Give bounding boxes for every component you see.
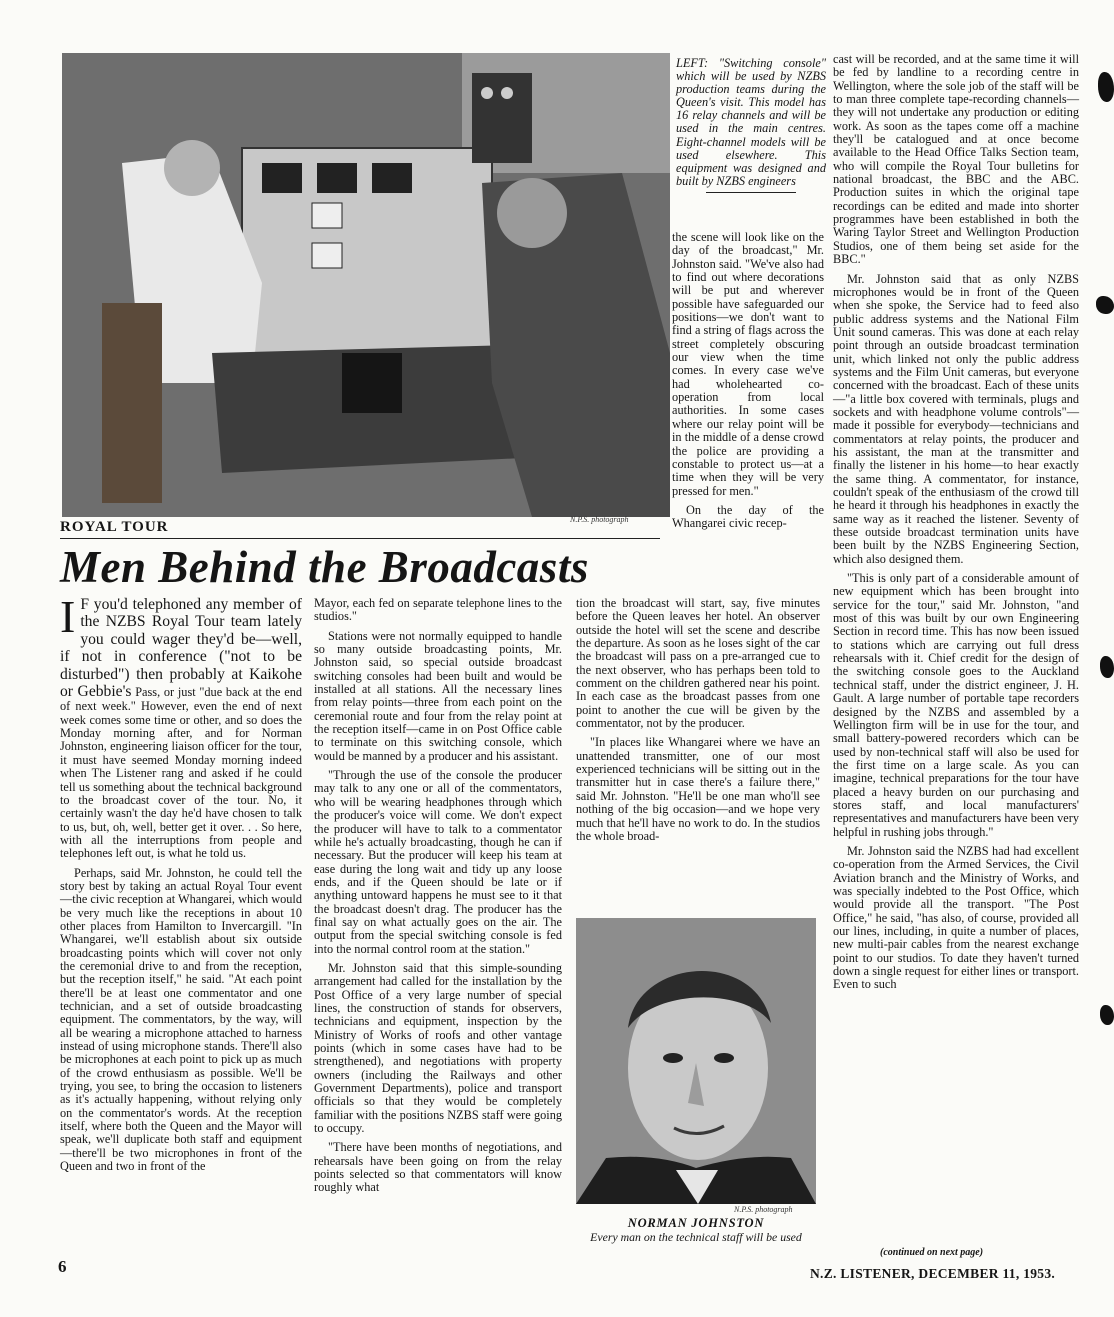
paragraph: Perhaps, said Mr. Johnston, he could tell the story best by taking an actual Royal Tour event—the civic reception at Whangarei, which would be very much like the receptions in about 10 other places from Hamilton to Invercargill. "In Whangarei, we'll establish about six outside broadcasting points which will cover not only the ceremonial drive to and from the reception, but the reception itself," he said. "At each point there'll be at least one commentator and one technician, and a set of outside broadcasting equipment. The commentators, by the way, will all be wearing a microphone attached to harness instead of using microphone stands. There'll also be microphones at each point to pick up as much of the crowd enthusiasm as possible. We'll be trying, you see, to bring the occasion to listeners as it's actually happening, without relying only on the commentator's words. At the reception itself, where both the Queen and the Mayor will speak, we'll duplicate both staff and equipment—there'll be two microphones in front of the Queen and two in front of the [60, 865, 302, 1174]
portrait-photo [576, 918, 816, 1204]
page-number: 6 [58, 1257, 67, 1276]
paragraph: Mr. Johnston said that this simple-sounding arrangement had called for the installation by the Post Office of a very large number of special lines, the construction of stands for observers, technicians and equipment, inspection by the Ministry of Works of roofs and other vantage points (which in some cases have had to be strengthened), and negotiations with property owners (including the Railways and other Government Departments), police and transport officials so that they would be completely familiar with the positions NZBS staff were going to occupy. [314, 960, 562, 1136]
caption-divider [706, 192, 796, 193]
section-kicker: ROYAL TOUR [60, 519, 169, 535]
drop-cap: I [60, 591, 76, 642]
paragraph: Mr. Johnston said that as only NZBS microphones would be in front of the Queen when she spoke, the Service had to feed also public address systems and the National Film Unit sound cameras. This was done at each relay point through an outside broadcast termination unit, which linked not only the public address systems and the Film Unit cameras, but everyone concerned with the broadcast. Each of these units—"a little box covered with terminals, plugs and sockets and with headphone volume controls"—made it possible for everybody—technicians and commentators at relay points, the producer and his assistant, the man at the transmitter and finally the listener in his home—to hear exactly the same thing. A commentator, for instance, couldn't speak of the enthusiasm of the crowd till he heard it through his headphones in exactly the same way as it reached the listener. Seventy of these outside broadcast termination units have been built by the NZBS Engineering Section, which also designed them. [833, 271, 1079, 566]
scan-mark [1096, 296, 1114, 314]
portrait-caption [576, 1216, 816, 1244]
paragraph: Stations were not normally equipped to handle so many outside broadcasting points, Mr. Johnston said, so special outside broadcast switching consoles had been built and would be installed at all stations. All the necessary lines from relay points—three from each point on the ceremonial route and four from the relay point at the reception itself—came in on Post Office cable to terminate on this switching console, which would be manned by a producer and his assistant. [314, 628, 562, 763]
paragraph: cast will be recorded, and at the same time it will be fed by landline to a recording centre in Wellington, where the sole job of the staff will be to man three complete tape-recording channels—they will not undertake any production or editing work. As soon as the tapes come off a machine they'll be catalogued and at once become available to the Head Office Talks Section team, who will compile the Royal Tour bulletins for national broadcast, the BBC and the ABC. Production suites in which the original tape recordings can be edited and made into shorter programmes have been established in both the Waring Taylor Street and Wellington Production Studios, one of them being set aside for the BBC." [833, 52, 1079, 267]
paragraph: Pass, or just "due back at the end of next week." However, even the end of next week comes some time or other, and so does the Monday morning after, and for Norman Johnston, engineering liaison officer for the tour, it must have seemed Monday morning indeed when The Listener rang and asked if he could tell us something about the technical background to the broadcast cover of the tour. No, it certainly wasn't the day he'd have chosen to talk to us, but, oh, well, better get it over. . . So here, with all the interruptions from people and telephones left out, is what he told us. [60, 685, 302, 861]
paragraph: On the day of the Whangarei civic recep- [672, 502, 824, 531]
continued-note: (continued on next page) [880, 1247, 984, 1258]
paragraph: "Through the use of the console the producer may talk to any one or all of the commentators, who will be wearing headphones through which the producer's voice will come. We don't expect the producer will have to talk to a commentator while he's actually broadcasting, though he can if necessary. But the producer will keep his team at ease during the long wait and tidy up any loose ends, and if the Queen should be late or if anything untoward happens he must see to it that the broadcast doesn't drag. The producer has the final say on what actually goes on the air. The output from the special switching console is fed into the normal control room at the station." [314, 768, 562, 956]
photo-caption [676, 57, 826, 193]
article-column-3-top [672, 231, 824, 537]
portrait-illustration [576, 918, 816, 1204]
switching-console-photo [62, 53, 670, 517]
kicker-divider [60, 538, 660, 539]
article-headline: Men Behind the Broadcasts [60, 542, 589, 592]
photo-caption-text: LEFT: "Switching console" which will be used by NZBS production teams during the Queen's visit. This model has 16 relay channels and will be used in the main centres. Eight-channel models will be used elsewhere. This equipment was designed and built by NZBS engineers [676, 56, 826, 188]
publication-footer: N.Z. LISTENER, DECEMBER 11, 1953. [810, 1266, 1056, 1281]
lead-paragraph: F you'd telephoned any member of the NZBS Royal Tour team lately you could wager they'd be—well, if not in conference ("not to be disturbed") then probably at Kaikohe or Gebbie's [60, 596, 302, 701]
paragraph: Mr. Johnston said the NZBS had had excellent co-operation from the Armed Services, the Civil Aviation branch and the Ministry of Works, and was specially indebted to the Post Office, which would provide all the transport. "The Post Office," he said, "has also, of course, provided all our lines, including, in quite a number of places, new multi-pair cables from the nearest exchange point to our studios. To date they haven't turned down a single request for either lines or transport. Even to such [833, 843, 1079, 992]
article-column-2 [314, 597, 562, 1201]
photo-illustration [62, 53, 670, 517]
portrait-description: Every man on the technical staff will be used [590, 1230, 802, 1244]
photo-credit: N.P.S. photograph [570, 515, 629, 524]
scan-mark [1098, 72, 1114, 102]
article-column-1 [60, 591, 302, 1179]
paragraph: Mayor, each fed on separate telephone lines to the studios." [314, 596, 562, 624]
paragraph: "There have been months of negotiations, and rehearsals have been going on from the relay points selected so that commentators will know roughly what [314, 1140, 562, 1195]
portrait-name: NORMAN JOHNSTON [627, 1216, 765, 1230]
article-column-4 [833, 53, 1079, 998]
paragraph: the scene will look like on the day of the broadcast," Mr. Johnston said. "We've also had to find out where decorations will be put and wherever possible have safeguarded our positions—we don't want to find a string of flags across the street completely obscuring our view when the time comes. In every case we've had wholehearted co-operation from local authorities. In some cases where our relay point will be in the middle of a dense crowd the police are providing a constable to protect us—at a time when they will be very pressed for men." [672, 230, 824, 498]
paragraph: "In places like Whangarei where we have an unattended transmitter, one of our most experienced technicians will be sitting out in the transmitter hut in case there's a failure there," said Mr. Johnston. "He'll be one man who'll see nothing of the big occasion—and we hope very much that he'll have no work to do. In the studios the whole broad- [576, 735, 820, 843]
scan-mark [1100, 656, 1114, 678]
paragraph: "This is only part of a considerable amount of new equipment which has been brought into service for the tour," said Mr. Johnston, "and most of this was built by our own Engineering Section in record time. This has now been issued to stations which are carrying out full dress rehearsals with it. Chief credit for the design of the switching console goes to the Auckland technical staff, under the district engineer, J. H. Gault. A large number of portable tape recorders designed by the NZBS and assembled by a Wellington firm will be in use for the tour, and small battery-powered recorders which can be used by non-technical staff will also be used for the first time on a large scale. As you can imagine, technical preparations for the tour have placed a heavy burden on our purchasing and stores staff, and local manufacturers' representatives and manufacturers have been very helpful in rushing jobs through." [833, 571, 1079, 839]
article-column-3-mid [576, 597, 820, 849]
scan-mark [1100, 1005, 1114, 1025]
portrait-credit: N.P.S. photograph [734, 1205, 793, 1214]
paragraph: tion the broadcast will start, say, five minutes before the Queen leaves her hotel. An observer outside the hotel will set the scene and describe the departure. As soon as he loses sight of the car the broadcast will pass on a pre-arranged cue to the next observer, who has perhaps been told to comment on the children gathered near his point. In each case as the broadcast passes from one point to another the cue will be given by the commentator, not by the producer. [576, 596, 820, 731]
